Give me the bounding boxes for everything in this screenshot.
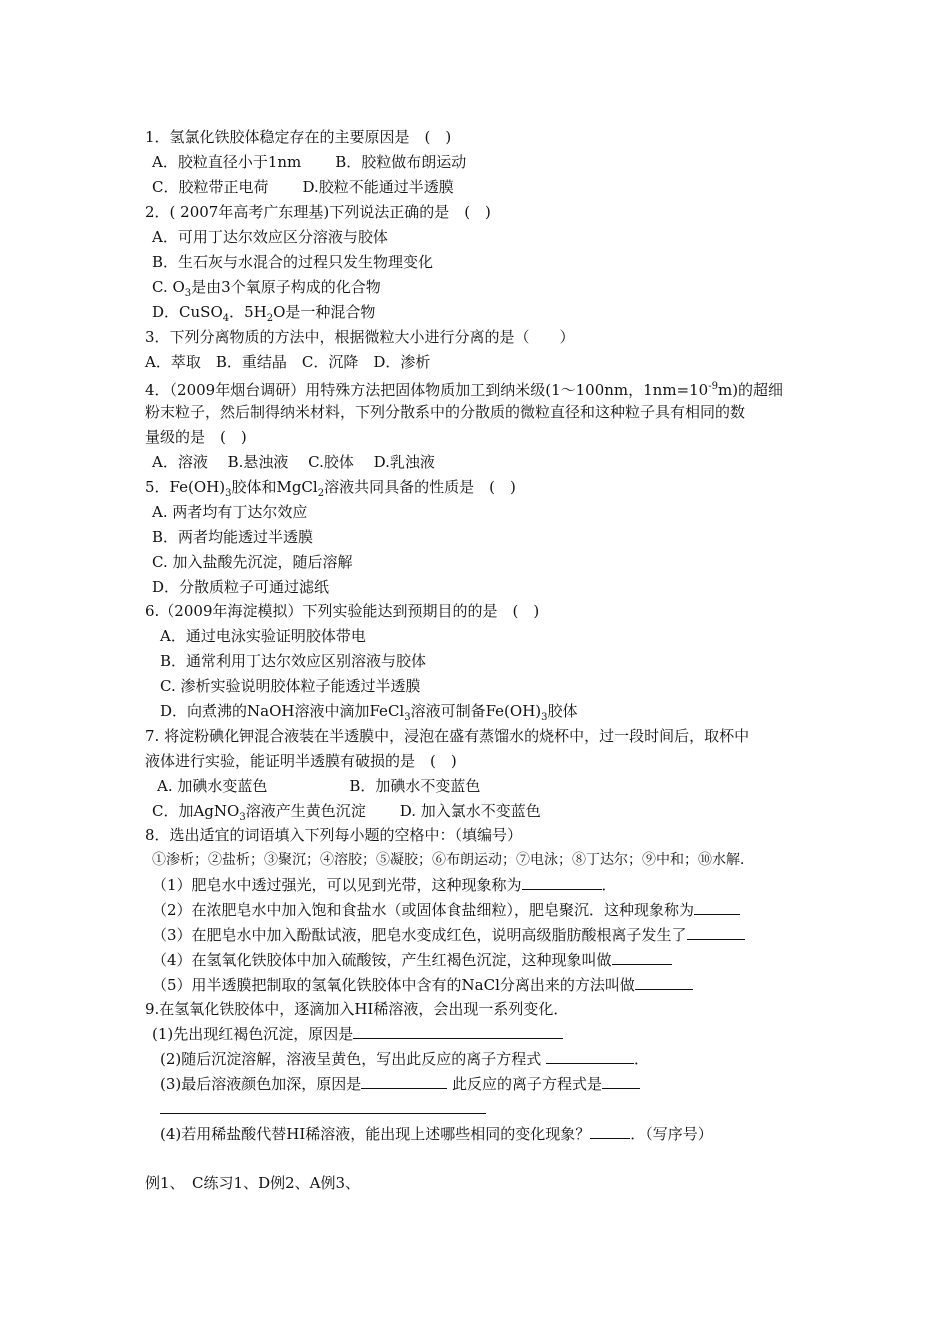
question-1-stem: 1．氢氯化铁胶体稳定存在的主要原因是 ( ) [145,128,452,146]
q2-option-c-sub: 3 [184,288,192,299]
q8-sub-2-text: （2）在浓肥皂水中加入饱和食盐水（或固体食盐细粒），肥皂聚沉．这种现象称为 [152,901,695,919]
q8-sub-3-text: （3）在肥皂水中加入酚酞试液，肥皂水变成红色，说明高级脂肪酸根离子发生了 [152,926,687,944]
q1-option-a: A．胶粒直径小于1nm [152,153,302,171]
q9-part-3-blank-2[interactable] [602,1074,640,1089]
q8-sub-1-end: ． [601,876,617,894]
q8-sub-2-blank[interactable] [694,900,740,915]
q9-part-2-text: (2)随后沉淀溶解，溶液呈黄色，写出此反应的离子方程式 [160,1050,542,1068]
q2-option-a: A．可用丁达尔效应区分溶液与胶体 [152,228,388,246]
q2-option-c-rest: 是由3个氧原子构成的化合物 [191,278,381,296]
q5-stem-text: 5．Fe(OH) [145,478,226,496]
q9-part-4 [160,1124,713,1144]
q8-sub-5 [152,975,693,995]
q8-sub-4-blank[interactable] [612,950,672,965]
question-5-stem [145,477,516,504]
q2-option-c [152,277,381,304]
question-7-line1: 7. 将淀粉碘化钾混合液装在半透膜中，浸泡在盛有蒸馏水的烧杯中，过一段时间后，取杯中 [145,727,750,745]
q9-part-2-blank[interactable] [546,1049,634,1064]
q9-part-1-blank[interactable] [353,1024,563,1039]
q2-option-d-mid: ．5H [229,303,267,321]
q6-option-d-sub2: 3 [541,712,548,723]
q6-option-c: C. 渗析实验说明胶体粒子能透过半透膜 [160,677,421,695]
q6-option-a: A．通过电泳实验证明胶体带电 [160,627,366,645]
q2-option-d-sub1: 4 [222,313,230,324]
q5-option-a: A. 两者均有丁达尔效应 [152,503,308,521]
question-2-stem: 2．( 2007年高考广东理基)下列说法正确的是 ( ) [145,203,491,221]
answer-key: 例1、 C练习1、D例2、A例3、 [145,1174,361,1192]
q2-option-d [152,302,375,329]
q4-line1-rest: m)的超细 [717,381,784,399]
question-6-stem: 6.（2009年海淀模拟）下列实验能达到预期目的的是 ( ) [145,602,540,620]
question-4-options: A．溶液 B.悬浊液 C.胶体 D.乳浊液 [152,453,435,471]
q5-stem-rest: 溶液共同具备的性质是 ( ) [324,478,516,496]
q9-part-2 [160,1049,649,1069]
question-4-line3: 量级的是 ( ) [145,428,247,446]
q7-option-c-text: C．加AgNO [152,802,240,820]
q9-part-1 [152,1024,563,1044]
q2-option-d-sub2: 2 [266,313,274,324]
q6-option-b: B．通常利用丁达尔效应区别溶液与胶体 [160,652,427,670]
q7-option-c-sub: 3 [239,812,246,823]
question-8-stem: 8．选出适宜的词语填入下列每小题的空格中：（填编号） [145,826,523,844]
q6-option-d-mid: 溶液可制备Fe(OH) [410,702,542,720]
q8-sub-5-blank[interactable] [635,975,693,990]
question-1-options-cd [152,177,454,197]
question-3-stem: 3．下列分离物质的方法中，根据微粒大小进行分离的是（ ） [145,328,575,346]
question-7-options-cd [152,801,541,828]
q6-option-d-text: D．向煮沸的NaOH溶液中滴加FeCl [160,702,405,720]
q6-option-d-rest: 胶体 [547,702,578,720]
q8-sub-3-blank[interactable] [687,925,745,940]
q7-option-a: A. 加碘水变蓝色 [157,777,268,795]
q2-option-b: B．生石灰与水混合的过程只发生物理变化 [152,253,434,271]
q9-part-3-blank-3[interactable] [160,1099,486,1114]
q2-option-d-text: D．CuSO [152,303,223,321]
q4-line1-sup: -9 [708,381,718,392]
question-4-line1 [145,377,783,400]
question-7-line2: 液体进行实验，能证明半透膜有破损的是 ( ) [145,752,457,770]
q5-option-d: D．分散质粒子可通过滤纸 [152,578,330,596]
q1-option-c: C．胶粒带正电荷 [152,178,269,196]
q2-option-d-rest: O是一种混合物 [273,303,376,321]
q9-part-4-end: ．（写序号） [630,1125,713,1143]
question-1-options-ab [152,152,466,172]
q9-part-3-blank-1[interactable] [361,1074,447,1089]
q5-stem-sub1: 3 [225,488,232,499]
q2-option-c-text: C. O [152,278,185,296]
q1-option-b: B．胶粒做布朗运动 [335,153,467,171]
q8-sub-1 [152,875,617,895]
q8-sub-4 [152,950,672,970]
q8-sub-1-blank[interactable] [522,875,602,890]
q9-part-3 [160,1074,640,1094]
question-7-options-ab [157,776,480,796]
q7-option-c-rest: 溶液产生黄色沉淀 [245,802,366,820]
question-3-options: A．萃取 B．重结晶 C．沉降 D．渗析 [145,353,431,371]
q9-part-1-text: (1)先出现红褐色沉淀，原因是 [152,1025,354,1043]
question-9-stem: 9.在氢氧化铁胶体中，逐滴加入HI稀溶液，会出现一系列变化． [145,1000,569,1018]
q5-option-c: C. 加入盐酸先沉淀，随后溶解 [152,553,353,571]
q8-sub-5-text: （5）用半透膜把制取的氢氧化铁胶体中含有的NaCl分离出来的方法叫做 [152,976,635,994]
question-4-line2: 粉末粒子，然后制得纳米材料，下列分散系中的分散质的微粒直径和这种粒子具有相同的数 [145,403,746,421]
q5-stem-sub2: 2 [317,488,325,499]
q9-part-2-end: ． [634,1050,650,1068]
question-8-choices: ①渗析；②盐析；③聚沉；④溶胶；⑤凝胶；⑥布朗运动；⑦电泳；⑧丁达尔；⑨中和；⑩水解． [152,852,754,868]
q6-option-d [160,701,578,728]
q8-sub-3 [152,925,745,945]
q6-option-d-sub1: 3 [404,712,411,723]
q7-option-b: B．加碘水不变蓝色 [349,777,481,795]
q5-stem-mid: 胶体和MgCl [231,478,318,496]
q9-part-3-text: (3)最后溶液颜色加深，原因是 [160,1075,362,1093]
q9-part-4-blank[interactable] [590,1124,630,1139]
q8-sub-1-text: （1）肥皂水中透过强光，可以见到光带，这种现象称为 [152,876,522,894]
q4-line1-text: 4．（2009年烟台调研）用特殊方法把固体物质加工到纳米级(1～100nm，1nm=10 [145,381,709,399]
q8-sub-2 [152,900,740,920]
q8-sub-4-text: （4）在氢氧化铁胶体中加入硫酸铵，产生红褐色沉淀，这种现象叫做 [152,951,612,969]
q9-part-3-continuation [160,1099,486,1119]
q5-option-b: B．两者均能透过半透膜 [152,528,314,546]
q9-part-3-text-2: 此反应的离子方程式是 [452,1075,603,1093]
q9-part-4-text: (4)若用稀盐酸代替HI稀溶液，能出现上述哪些相同的变化现象？ [160,1125,591,1143]
q7-option-d: D. 加入氯水不变蓝色 [399,802,541,820]
q1-option-d: D.胶粒不能通过半透膜 [302,178,454,196]
